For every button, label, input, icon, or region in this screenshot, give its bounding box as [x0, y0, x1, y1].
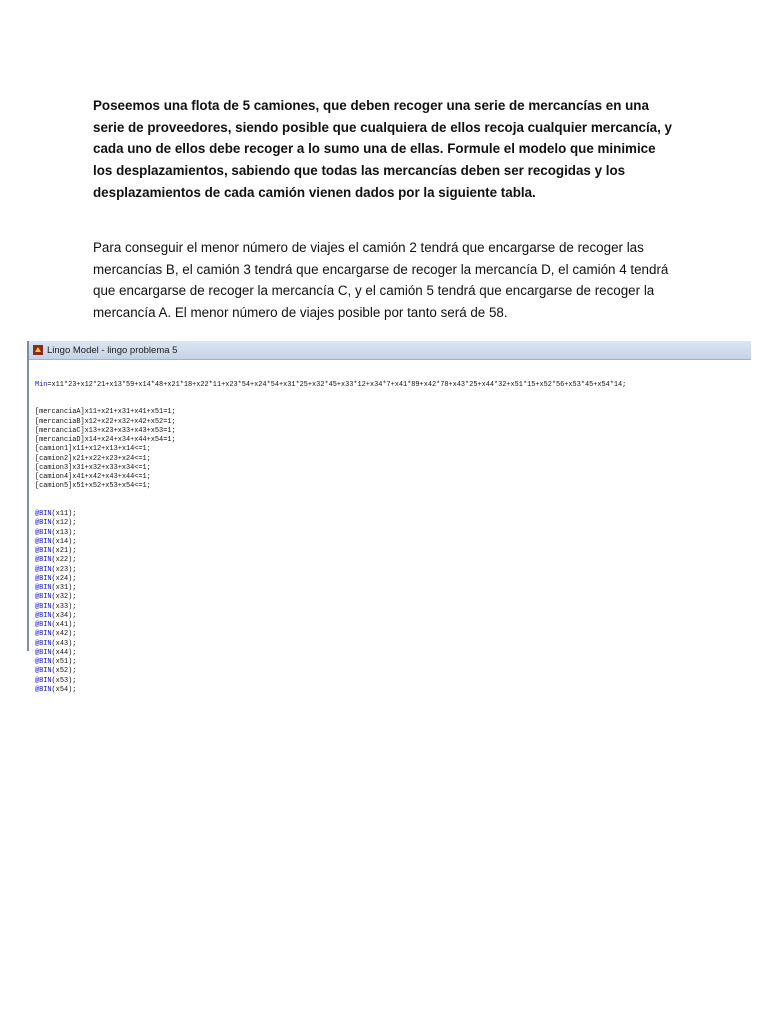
- bin-variable: (x43);: [51, 639, 77, 648]
- bin-keyword: @BIN: [35, 556, 52, 565]
- window-titlebar[interactable]: [29, 341, 751, 360]
- bin-declaration-line: [35, 538, 751, 547]
- bin-variable: (x31);: [51, 584, 77, 592]
- bin-declaration-line: [35, 519, 751, 528]
- bin-keyword: @BIN: [35, 648, 52, 657]
- bin-declaration-line: [35, 612, 751, 621]
- bin-variable: (x24);: [51, 574, 77, 583]
- bin-keyword: @BIN: [35, 510, 52, 518]
- constraint-line: [35, 455, 751, 464]
- lingo-model-window: [27, 341, 751, 694]
- bin-declaration-line: [35, 566, 751, 575]
- bin-variable: (x32);: [51, 593, 77, 602]
- bin-variable: (x23);: [51, 565, 77, 574]
- bin-keyword: @BIN: [35, 658, 52, 666]
- bin-keyword: @BIN: [35, 611, 52, 620]
- constraint-label: [camion1]: [35, 445, 73, 454]
- answer-paragraph: Para conseguir el menor número de viajes el camión 2 tendrá que encargarse de recoger las mercancías B, el camión 3 tendrá que encargarse de recoger la mercancía D, el camión 4 tendrá que encargarse de recoger la mercancía C, y el camión 5 tendrá que encargarse de recoger la mercancía A. El menor número de viajes posible por tanto será de 58.: [93, 240, 669, 320]
- bin-keyword: @BIN: [35, 630, 52, 639]
- bin-declarations-block: [35, 510, 751, 695]
- bin-variable: (x52);: [51, 667, 77, 676]
- constraint-expression: x12+x22+x32+x42+x52=1;: [84, 417, 176, 426]
- constraint-expression: x21+x22+x23+x24<=1;: [72, 454, 151, 463]
- bin-variable: (x42);: [51, 630, 77, 639]
- bin-keyword: @BIN: [35, 639, 52, 648]
- bin-declaration-line: [35, 686, 751, 695]
- bin-keyword: @BIN: [35, 676, 52, 685]
- bin-declaration-line: [35, 529, 751, 538]
- bin-declaration-line: [35, 593, 751, 602]
- constraints-block: [35, 408, 751, 491]
- constraint-line: [35, 418, 751, 427]
- bin-keyword: @BIN: [35, 574, 52, 583]
- bin-variable: (x54);: [51, 685, 77, 694]
- constraint-line: [35, 464, 751, 473]
- bin-variable: (x51);: [51, 658, 77, 666]
- problem-statement: Poseemos una flota de 5 camiones, que deben recoger una serie de mercancías en una serie de proveedores, siendo posible que cualquiera de ellos recoja cualquier mercancía, y cada uno de ellos debe recoger a lo sumo una de ellas. Formule el modelo que minimice los desplazamientos, sabiendo que todas las mercancías deben ser recogidas y los desplazamientos de cada camión vienen dados por la siguiente tabla.: [93, 98, 673, 200]
- constraint-label: [mercanciaC]: [35, 426, 85, 435]
- objective-line: [35, 381, 751, 390]
- window-title: Lingo Model - lingo problema 5: [47, 344, 178, 356]
- bin-declaration-line: [35, 630, 751, 639]
- bin-variable: (x11);: [51, 510, 77, 518]
- constraint-expression: x14+x24+x34+x44+x54=1;: [84, 436, 176, 444]
- constraint-label: [mercanciaB]: [35, 417, 85, 426]
- constraint-label: [camion5]: [35, 482, 73, 491]
- bin-variable: (x21);: [51, 547, 77, 555]
- constraint-expression: x41+x42+x43+x44<=1;: [72, 473, 151, 481]
- bin-declaration-line: [35, 621, 751, 630]
- bin-declaration-line: [35, 603, 751, 612]
- bin-keyword: @BIN: [35, 584, 52, 592]
- bin-variable: (x14);: [51, 537, 77, 546]
- bin-variable: (x44);: [51, 648, 77, 657]
- constraint-expression: x11+x21+x31+x41+x51=1;: [84, 408, 176, 417]
- bin-keyword: @BIN: [35, 602, 52, 611]
- bin-declaration-line: [35, 575, 751, 584]
- bin-keyword: @BIN: [35, 685, 52, 694]
- bin-declaration-line: [35, 667, 751, 676]
- constraint-label: [mercanciaD]: [35, 436, 85, 444]
- bin-keyword: @BIN: [35, 547, 52, 555]
- bin-keyword: @BIN: [35, 519, 52, 528]
- bin-variable: (x34);: [51, 611, 77, 620]
- bin-declaration-line: [35, 677, 751, 686]
- constraint-label: [mercanciaA]: [35, 408, 85, 417]
- constraint-label: [camion3]: [35, 463, 73, 472]
- constraint-line: [35, 473, 751, 482]
- bin-declaration-line: [35, 584, 751, 593]
- model-editor[interactable]: [35, 362, 751, 694]
- constraint-expression: x11+x12+x13+x14<=1;: [72, 445, 151, 454]
- bin-declaration-line: [35, 510, 751, 519]
- bin-declaration-line: [35, 649, 751, 658]
- constraint-line: [35, 436, 751, 445]
- lingo-app-icon: [33, 345, 43, 355]
- bin-declaration-line: [35, 556, 751, 565]
- bin-variable: (x33);: [51, 602, 77, 611]
- constraint-label: [camion4]: [35, 473, 73, 481]
- constraint-line: [35, 482, 751, 491]
- bin-keyword: @BIN: [35, 537, 52, 546]
- objective-expression: =x11*23+x12*21+x13*59+x14*48+x21*18+x22*11+x23*54+x24*54+x31*25+x32*45+x33*12+x34*7+x41*89+x42*78+x43*25+x44*32+x51*15+x52*56+x53*45+x54*14;: [47, 380, 627, 389]
- constraint-expression: x31+x32+x33+x34<=1;: [72, 463, 151, 472]
- constraint-expression: x51+x52+x53+x54<=1;: [72, 482, 151, 491]
- bin-declaration-line: [35, 640, 751, 649]
- constraint-expression: x13+x23+x33+x43+x53=1;: [84, 426, 176, 435]
- constraint-line: [35, 427, 751, 436]
- min-keyword: Min: [35, 380, 48, 389]
- constraint-line: [35, 445, 751, 454]
- bin-variable: (x13);: [51, 528, 77, 537]
- constraint-label: [camion2]: [35, 454, 73, 463]
- bin-variable: (x53);: [51, 676, 77, 685]
- bin-keyword: @BIN: [35, 528, 52, 537]
- bin-keyword: @BIN: [35, 621, 52, 629]
- bin-variable: (x22);: [51, 556, 77, 565]
- bin-variable: (x12);: [51, 519, 77, 528]
- bin-variable: (x41);: [51, 621, 77, 629]
- bin-keyword: @BIN: [35, 667, 52, 676]
- bin-keyword: @BIN: [35, 565, 52, 574]
- bin-keyword: @BIN: [35, 593, 52, 602]
- constraint-line: [35, 408, 751, 417]
- bin-declaration-line: [35, 547, 751, 556]
- bin-declaration-line: [35, 658, 751, 667]
